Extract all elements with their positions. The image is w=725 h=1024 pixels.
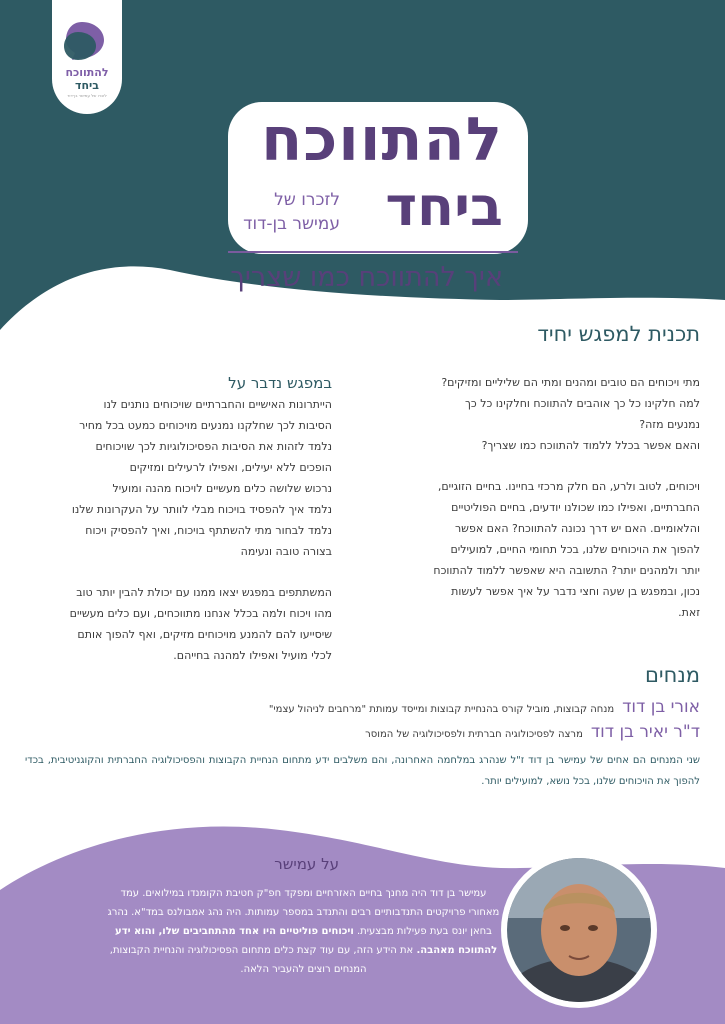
- text-line: נמנעים מזה?: [639, 418, 700, 431]
- text-line: החברתיים, ואפילו כמו שכולנו יודעים, בחיים הפוליטיים: [451, 501, 700, 514]
- program-right-column: [400, 372, 700, 623]
- about-title: על עמישר: [274, 855, 339, 873]
- text-line: נכון, ובמפגש בן שעה וחצי נדבר על איך אפשר לעשות: [451, 585, 700, 598]
- about-paragraph: [106, 884, 501, 979]
- text-line: שיסייעו להם להמנע מויכוחים מזיקים, ואף להפוך אותם: [77, 628, 332, 641]
- mentors-title: מנחים: [644, 663, 700, 687]
- program-title: תכנית למפגש יחיד: [537, 322, 700, 346]
- about-text-1: עמישר בן דוד היה מחנך בחיים האזרחיים ומפקד חפ"ק חטיבת הקומנדו במילואים. עמד מאחורי פרויקטים התנדבותיים רבים והתנדב במספר עמותות. היה נהג אמבולנס במד"א. נהרג בחאן יונס בעת פעילות מבצעית.: [107, 888, 500, 937]
- portrait-image: [507, 858, 651, 1002]
- mentors-paragraph: שני המנחים הם אחים של עמישר בן דוד ז"ל שנהרג במלחמה האחרונה, והם משלבים ידע מתחום הנחיית הקבוצות והפסיכולוגיה החברתית והקוגניטיבית, בכדי להפוך את הויכוחים שלנו, בכל נושא, למועילים יותר.: [25, 755, 700, 787]
- text-line: והאם אפשר בכלל ללמוד להתווכח כמו שצריך?: [481, 439, 700, 452]
- text-line: יותר ולמהנים יותר? התשובה היא שאפשר ללמוד להתווכח: [433, 564, 700, 577]
- text-line: הייתרונות האישיים והחברתיים שויכוחים נותנים לנו: [103, 398, 332, 411]
- logo-tagline: לזכרו של עמישר בן-דוד: [67, 93, 107, 98]
- speech-bubbles-icon: [64, 20, 110, 62]
- mentor-1-desc: מנחה קבוצות, מוביל קורס בהנחיית קבוצות ומייסד עמותת "מרחבים לניהול עצמי": [268, 704, 615, 715]
- memorial-line1: לזכרו של: [274, 190, 340, 210]
- text-line: הופכים ללא יעילים, ואפילו לרעילים ומזיקים: [129, 461, 332, 474]
- text-line: לכלי מועיל ואפילו למהנה בחייהם.: [173, 649, 332, 662]
- text-line: להפוך את הויכוחים שלנו, בכל תחומי החיים, למועילים: [450, 543, 700, 556]
- title-divider: [228, 251, 518, 253]
- text-line: נלמד איך להפסיד בויכוח מבלי לוותר על העקרונות שלנו: [71, 503, 332, 516]
- text-line: נלמד לזהות את הסיבות הפסיכולוגיות לכך שויכוחים: [95, 440, 332, 453]
- logo-line2: ביחד: [75, 79, 99, 92]
- mentor-2-desc: מרצה לפסיכולוגיה חברתית ולפסיכולוגיה של המוסר: [365, 729, 583, 740]
- mentor-1-name: אורי בן דוד: [622, 697, 700, 717]
- memorial-line2: עמישר בן-דוד: [243, 214, 340, 234]
- text-line: המשתתפים במפגש יצאו ממנו עם יכולת להבין יותר טוב: [76, 586, 332, 599]
- text-line: הסיבות לכך שחלקנו נמנעים מויכוחים כמעט בכל מחיר: [79, 419, 332, 432]
- page-title-line2: ביחד: [385, 175, 503, 238]
- portrait-photo: [501, 852, 657, 1008]
- text-line: זאת.: [678, 606, 700, 619]
- text-line: מתי ויכוחים הם טובים ומהנים ומתי הם שליליים ומזיקים?: [441, 376, 700, 389]
- meeting-topics-heading: במפגש נדבר על: [228, 374, 332, 392]
- logo-line1: להתווכח: [65, 66, 109, 79]
- program-left-column: [17, 372, 332, 666]
- text-line: מהו ויכוח ולמה בכלל אנחנו מתווכחים, ועם כלים מעשיים: [69, 607, 332, 620]
- page-title-line1: להתווכח: [261, 105, 503, 175]
- text-line: והלאומיים. האם יש דרך נכונה להתווכח? האם אפשר: [454, 522, 700, 535]
- text-line: למה חלקינו כל כך אוהבים להתווכח וחלקינו כל כך: [465, 397, 700, 410]
- text-line: נלמד לבחור מתי להשתתף בויכוח, ואיך להפסיק ויכוח: [85, 524, 332, 537]
- about-text-bold: ויכוחים פוליטיים היו אחד מהתחביבים שלו, והוא ידע להתווכח מאהבה.: [115, 926, 498, 956]
- about-text-2: את הידע הזה, עם עוד קצת כלים מתחום הפסיכולוגיה והנחיית הקבוצות, המנחים רוצים להעביר הלאה.: [109, 945, 414, 975]
- text-line: נרכוש שלושה כלים מעשיים לויכוח מהנה ומועיל: [112, 482, 332, 495]
- text-line: בצורה טובה ונעימה: [240, 545, 332, 558]
- text-line: ויכוחים, לטוב ולרע, הם חלק מרכזי בחיינו. בחיים הזוגיים,: [437, 480, 700, 493]
- mentor-1: [269, 697, 700, 717]
- mentor-2-name: ד"ר יאיר בן דוד: [590, 722, 700, 742]
- page-subtitle: איך להתווכח כמו שצריך: [230, 262, 503, 293]
- mentor-2: [365, 722, 700, 742]
- logo: [52, 0, 122, 114]
